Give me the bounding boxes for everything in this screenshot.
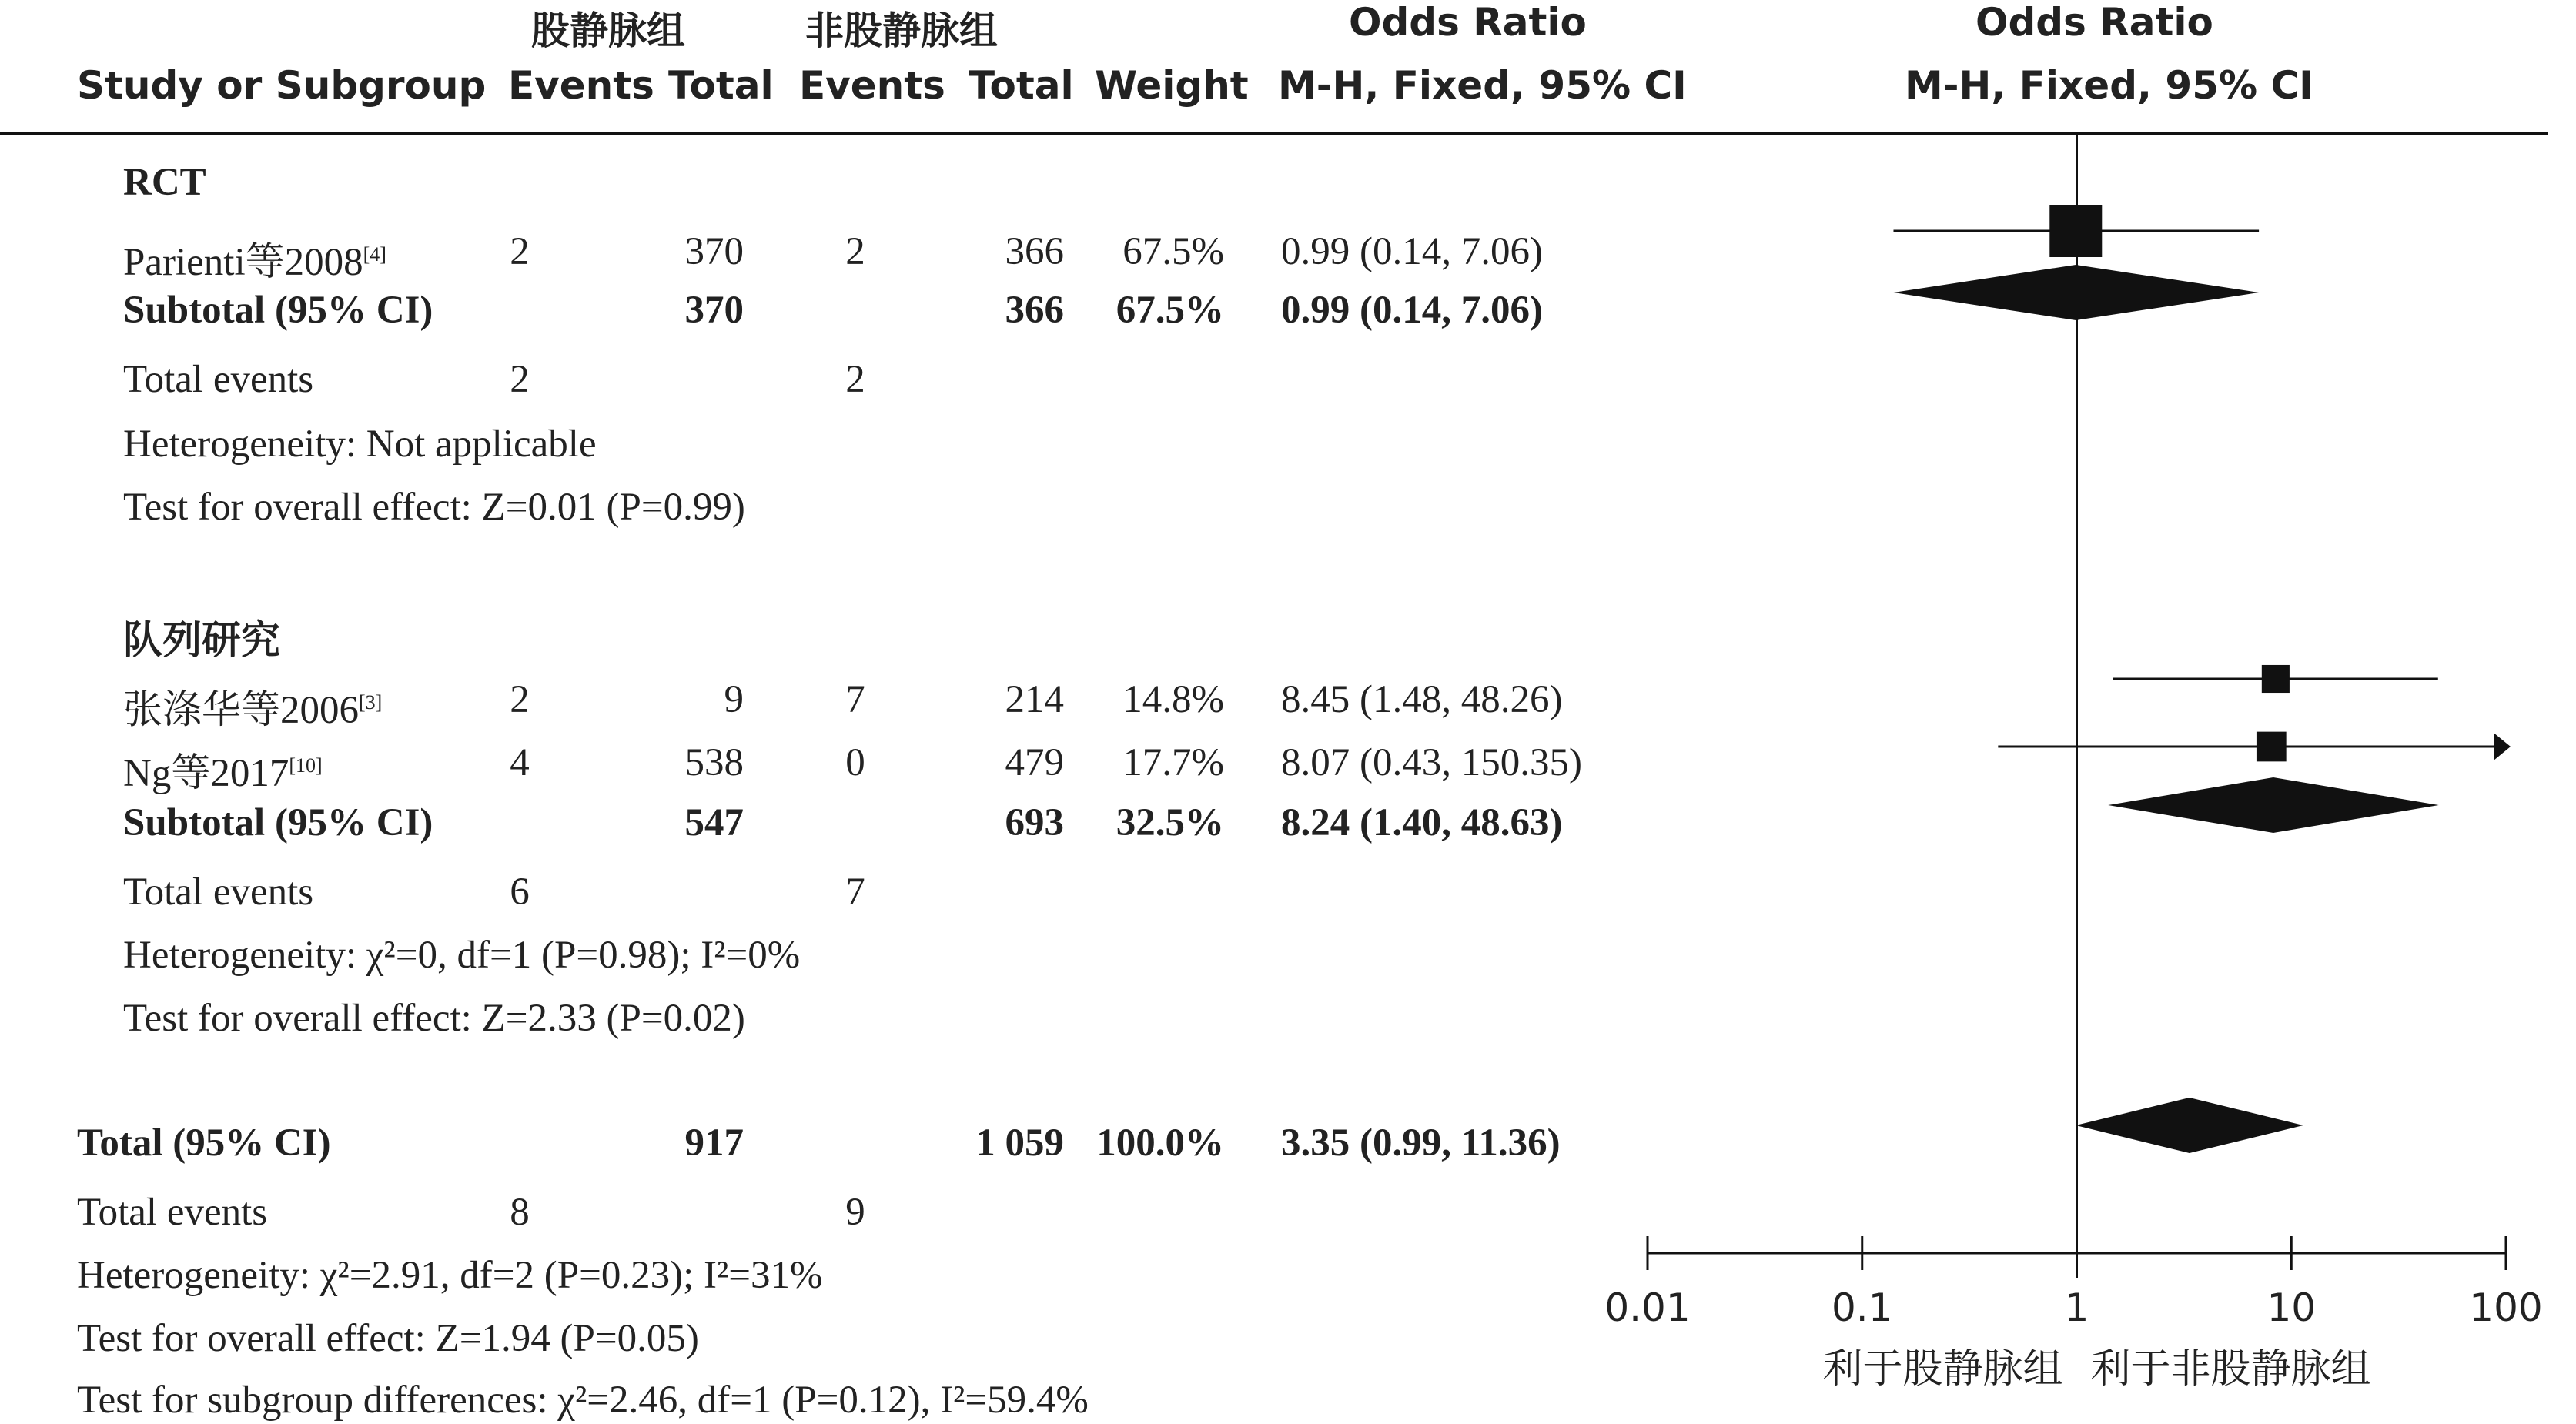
study-total2: 366 — [1005, 230, 1064, 273]
subtotal-label: Subtotal (95% CI) — [123, 801, 433, 844]
col-events1-header: Events — [508, 63, 654, 108]
col-events2-header: Events — [799, 63, 945, 108]
total-events-label: Total events — [77, 1191, 268, 1234]
odds-ratio-plot-header: Odds Ratio — [1975, 0, 2213, 45]
heterogeneity-text: Heterogeneity: χ²=0, df=1 (P=0.98); I²=0% — [123, 934, 801, 977]
study-weight: 17.7% — [1122, 741, 1224, 784]
col-study-header: Study or Subgroup — [77, 63, 487, 108]
x-label-favours-left: 利于股静脉组 — [1822, 1346, 2063, 1392]
total-total1: 917 — [684, 1121, 744, 1165]
total-events1: 6 — [510, 871, 530, 914]
study-events2: 2 — [845, 230, 865, 273]
study-or: 0.99 (0.14, 7.06) — [1281, 230, 1543, 273]
subtotal-total1: 370 — [684, 289, 744, 332]
total-total2: 1 059 — [975, 1121, 1064, 1165]
x-tick-label: 0.01 — [1604, 1285, 1691, 1330]
study-marker — [2049, 205, 2102, 257]
study-name: Parienti等2008[4] — [123, 241, 386, 284]
subtotal-or: 0.99 (0.14, 7.06) — [1281, 289, 1543, 332]
col-total2-header: Total — [969, 63, 1074, 108]
total-heterogeneity-text: Heterogeneity: χ²=2.91, df=2 (P=0.23); I²=31% — [77, 1254, 823, 1297]
col-weight-header: Weight — [1095, 63, 1249, 108]
study-marker — [2262, 665, 2290, 693]
study-reference: [10] — [289, 754, 323, 777]
x-tick-label: 1 — [2064, 1285, 2089, 1330]
study-marker — [2257, 732, 2287, 762]
study-reference: [3] — [359, 691, 383, 714]
study-or: 8.45 (1.48, 48.26) — [1281, 678, 1563, 721]
x-label-favours-right: 利于非股静脉组 — [2090, 1346, 2371, 1392]
overall-effect-text: Test for overall effect: Z=2.33 (P=0.02) — [123, 997, 745, 1040]
study-total1: 538 — [684, 741, 744, 784]
x-tick-label: 100 — [2469, 1285, 2543, 1330]
subtotal-total2: 366 — [1005, 289, 1064, 332]
col-method-plot-header: M-H, Fixed, 95% CI — [1905, 63, 2313, 108]
subtotal-or: 8.24 (1.40, 48.63) — [1281, 801, 1563, 844]
total-label: Total (95% CI) — [77, 1121, 331, 1165]
total-events2: 9 — [845, 1191, 865, 1234]
study-name: Ng等2017[10] — [123, 752, 323, 795]
heterogeneity-text: Heterogeneity: Not applicable — [123, 423, 597, 466]
total-or: 3.35 (0.99, 11.36) — [1281, 1121, 1561, 1165]
subtotal-total1: 547 — [684, 801, 744, 844]
total-overall-effect-text: Test for overall effect: Z=1.94 (P=0.05) — [77, 1317, 699, 1360]
total-events2: 7 — [845, 871, 865, 914]
subgroup-differences-text: Test for subgroup differences: χ²=2.46, df=1 (P=0.12), I²=59.4% — [77, 1379, 1089, 1422]
subtotal-weight: 32.5% — [1116, 801, 1224, 844]
subtotal-total2: 693 — [1005, 801, 1064, 844]
total-events2: 2 — [845, 358, 865, 401]
x-tick-label: 10 — [2267, 1285, 2317, 1330]
ci-arrow — [2494, 733, 2511, 760]
study-name: 张涤华等2006[3] — [123, 689, 383, 732]
col-method-header: M-H, Fixed, 95% CI — [1278, 63, 1687, 108]
pooled-diamond — [2108, 777, 2438, 833]
subtotal-weight: 67.5% — [1116, 289, 1224, 332]
total-events1: 2 — [510, 358, 530, 401]
total-events-label: Total events — [123, 871, 314, 914]
study-total1: 370 — [684, 230, 744, 273]
study-weight: 67.5% — [1122, 230, 1224, 273]
total-weight: 100.0% — [1096, 1121, 1224, 1165]
total-events1: 8 — [510, 1191, 530, 1234]
study-events1: 4 — [510, 741, 530, 784]
group1-header: 股静脉组 — [531, 8, 685, 53]
subtotal-label: Subtotal (95% CI) — [123, 289, 433, 332]
pooled-diamond — [2076, 1098, 2303, 1153]
subgroup-title: RCT — [123, 161, 206, 204]
group2-header: 非股静脉组 — [805, 8, 998, 53]
study-weight: 14.8% — [1122, 678, 1224, 721]
x-tick-label: 0.1 — [1831, 1285, 1893, 1330]
study-events2: 0 — [845, 741, 865, 784]
total-events-label: Total events — [123, 358, 314, 401]
pooled-diamond — [1893, 265, 2259, 320]
study-events1: 2 — [510, 230, 530, 273]
study-total2: 214 — [1005, 678, 1064, 721]
study-or: 8.07 (0.43, 150.35) — [1281, 741, 1582, 784]
subgroup-title: 队列研究 — [123, 620, 281, 663]
overall-effect-text: Test for overall effect: Z=0.01 (P=0.99) — [123, 486, 745, 529]
study-reference: [4] — [363, 243, 386, 266]
study-events1: 2 — [510, 678, 530, 721]
study-total2: 479 — [1005, 741, 1064, 784]
odds-ratio-table-header: Odds Ratio — [1349, 0, 1587, 45]
study-events2: 7 — [845, 678, 865, 721]
col-total1-header: Total — [668, 63, 774, 108]
study-total1: 9 — [724, 678, 744, 721]
